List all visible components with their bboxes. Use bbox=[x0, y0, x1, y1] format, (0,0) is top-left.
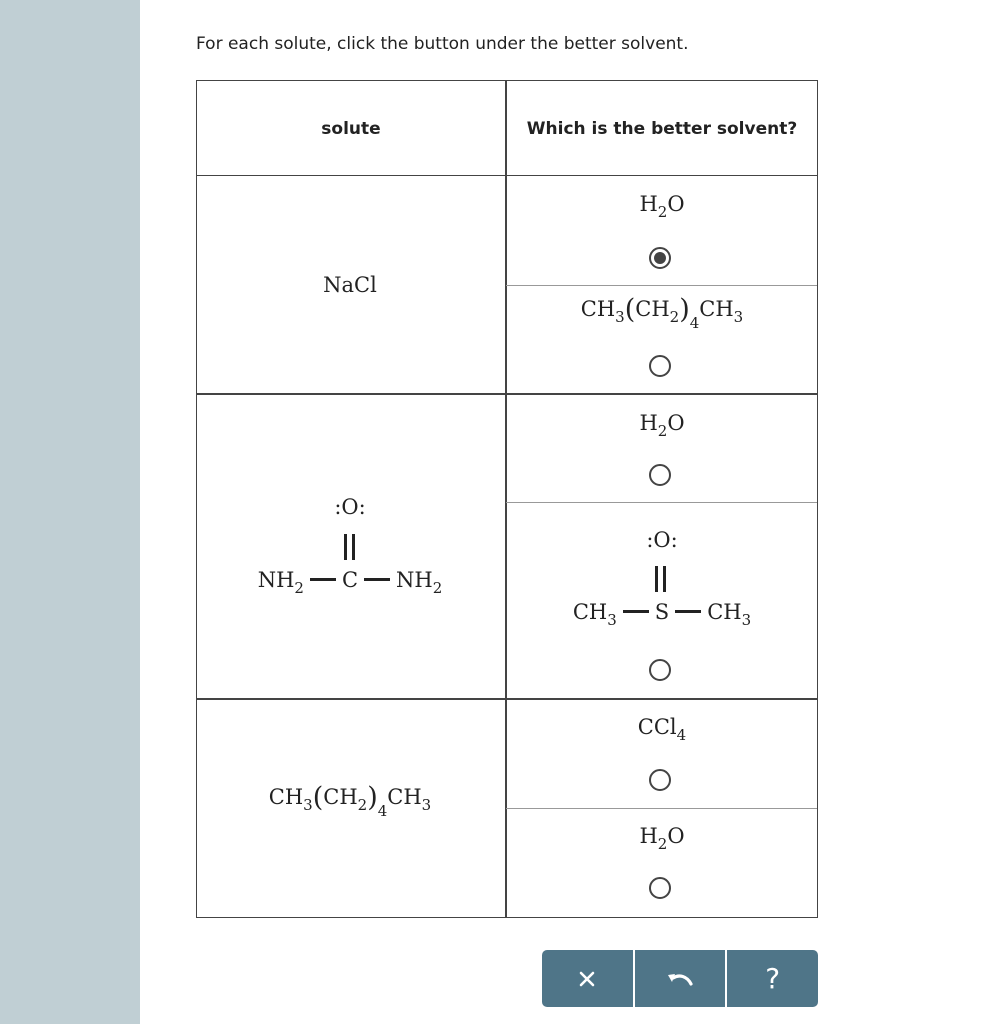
header-solute: solute bbox=[321, 119, 381, 139]
solvent-ccl4-formula: CCl$_4$ bbox=[637, 715, 687, 744]
clear-button[interactable] bbox=[542, 950, 633, 1007]
option-divider bbox=[506, 808, 817, 809]
x-icon bbox=[578, 970, 596, 988]
undo-button[interactable] bbox=[635, 950, 726, 1007]
solute-nacl: NaCl bbox=[323, 273, 377, 297]
solute-urea: $NH_2$ C $NH_2$ bbox=[257, 568, 443, 597]
dmso-double-bond bbox=[655, 566, 666, 592]
radio-urea-dmso[interactable] bbox=[649, 659, 671, 681]
option-divider bbox=[506, 502, 817, 503]
undo-icon bbox=[665, 969, 695, 989]
solvent-water-formula: $H_2O$ bbox=[639, 192, 685, 221]
urea-double-bond bbox=[344, 534, 355, 560]
solvent-dmso-formula: $CH_3$ S $CH_3$ bbox=[572, 600, 752, 629]
row-divider bbox=[197, 393, 817, 395]
row-divider bbox=[197, 698, 817, 700]
radio-urea-water[interactable] bbox=[649, 464, 671, 486]
help-button[interactable]: ? bbox=[765, 962, 781, 995]
instruction-text: For each solute, click the button under the better solvent. bbox=[196, 34, 689, 54]
answer-toolbar bbox=[542, 950, 818, 1007]
urea-oxygen: :O: bbox=[334, 495, 366, 519]
header-solvent: Which is the better solvent? bbox=[526, 119, 798, 139]
solvent-hexane-formula: $CH_3(CH_2)_4CH_3$ bbox=[580, 294, 744, 332]
solute-hexane: $CH_3(CH_2)_4CH_3$ bbox=[268, 782, 432, 820]
radio-nacl-hexane[interactable] bbox=[649, 355, 671, 377]
header-divider bbox=[197, 175, 817, 176]
dmso-oxygen: :O: bbox=[646, 528, 678, 552]
solvent-water-formula: $H_2O$ bbox=[639, 824, 685, 853]
option-divider bbox=[506, 285, 817, 286]
radio-hexane-ccl4[interactable] bbox=[649, 769, 671, 791]
radio-hexane-water[interactable] bbox=[649, 877, 671, 899]
radio-nacl-water[interactable] bbox=[649, 247, 671, 269]
left-sidebar bbox=[0, 0, 140, 1024]
solvent-water-formula: $H_2O$ bbox=[639, 411, 685, 440]
